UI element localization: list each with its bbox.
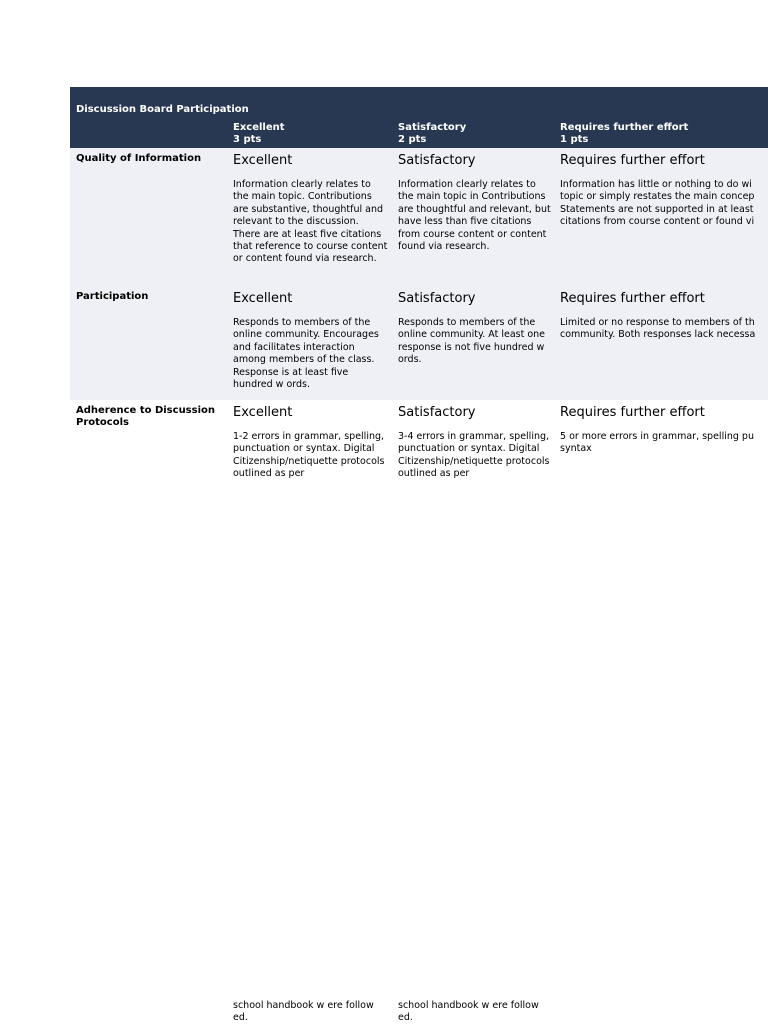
column-points: 1 pts [560,134,589,145]
description-continuation: school handbook w ere follow ed. [233,1000,374,1024]
column-header-excellent [233,122,285,146]
rating-description [560,431,768,456]
rating-cell-requires-effort [560,291,768,342]
rating-description: 3-4 errors in grammar, spelling, punctuation or syntax. Digital Citizenship/netiquette protocols outlined as per [398,431,550,480]
rating-label: Requires further effort [560,291,705,306]
description-line: Information has little or nothing to do wi [560,179,752,190]
rating-cell-satisfactory [398,291,553,367]
description-line: 5 or more errors in grammar, spelling pu [560,431,754,442]
rating-description [560,179,768,229]
description-line: Limited or no response to members of th [560,317,755,328]
rating-label: Requires further effort [560,153,705,168]
column-header-requires-effort [560,122,688,146]
column-label: Excellent [233,122,285,133]
description-line: topic or simply restates the main concep [560,191,755,203]
criterion-label: Participation [76,291,149,302]
rubric-table [70,87,768,1024]
rating-cell-excellent [233,405,388,481]
column-label: Requires further effort [560,122,689,133]
column-points: 3 pts [233,134,262,145]
column-points: 2 pts [398,134,427,145]
rating-description: 1-2 errors in grammar, spelling, punctuation or syntax. Digital Citizenship/netiquette protocols outlined as per [233,431,385,480]
rating-description [560,317,768,342]
rating-label: Satisfactory [398,405,476,420]
rating-cell-requires-effort [560,153,768,229]
rating-cell-satisfactory [398,153,553,253]
rating-cell-excellent [233,291,388,391]
description-line: syntax [560,443,592,455]
rubric-header [70,87,768,148]
rubric-row-protocols [70,400,768,1024]
description-line: citations from course content or found vi [560,216,755,228]
rating-cell-excellent [233,153,388,266]
column-label: Satisfactory [398,122,467,133]
description-line: community. Both responses lack necessa [560,329,756,341]
rating-description: Responds to members of the online community. Encourages and facilitates interaction among members of the class. Response is at least five hundred w ords. [233,317,379,391]
rating-cell-requires-effort [560,405,768,456]
column-header-satisfactory [398,122,466,146]
rating-label: Excellent [233,153,293,168]
rubric-row-participation [70,286,768,400]
rubric-title: Discussion Board Participation [76,104,249,115]
rating-description: Responds to members of the online community. At least one response is not five hundred w ords. [398,317,546,366]
rating-label: Requires further effort [560,405,705,420]
criterion-label: Adherence to Discussion Protocols [76,405,216,428]
rating-label: Excellent [233,291,293,306]
rating-label: Excellent [233,405,293,420]
description-line: Statements are not supported in at least [560,203,754,215]
rating-label: Satisfactory [398,153,476,168]
rating-description: Information clearly relates to the main topic. Contributions are substantive, thoughtful and relevant to the discussion. There are at least five citations that reference to course content or content found via research. [233,179,388,265]
rating-description: Information clearly relates to the main topic in Contributions are thoughtful and relevant, but have less than five citations from course content or content found via research. [398,179,551,253]
description-continuation: school handbook w ere follow ed. [398,1000,539,1024]
criterion-label: Quality of Information [76,153,202,164]
rating-cell-satisfactory [398,405,553,481]
rating-label: Satisfactory [398,291,476,306]
rubric-row-quality [70,148,768,286]
